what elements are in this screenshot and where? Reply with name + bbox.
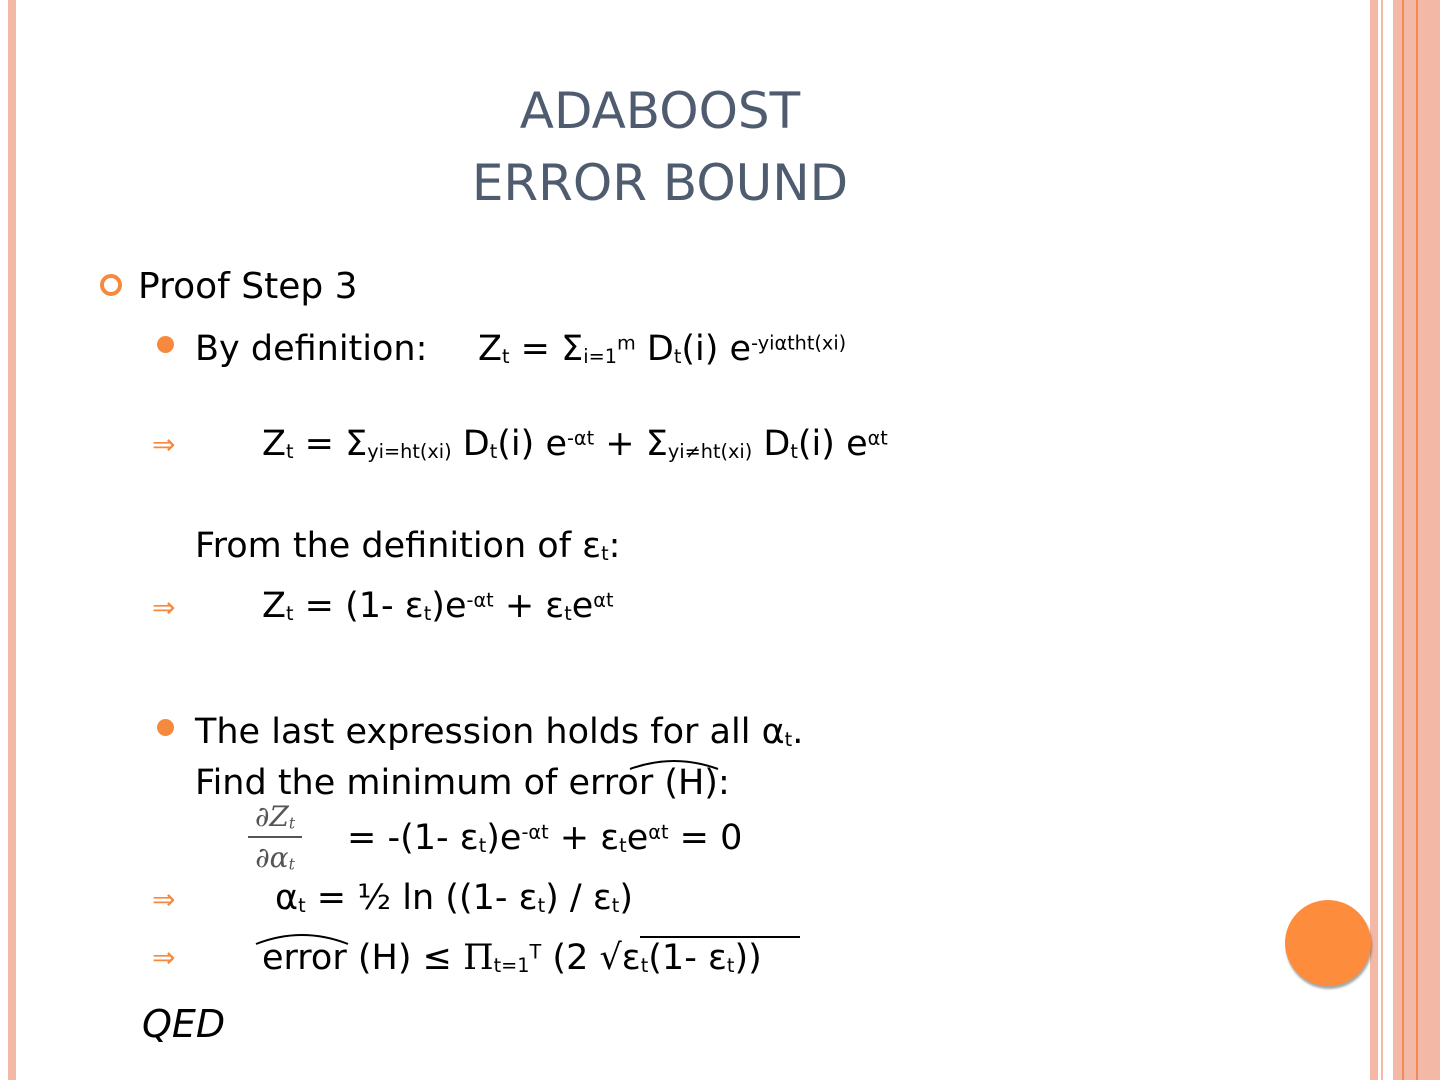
fraction-numerator: ∂Zt bbox=[254, 800, 296, 833]
fraction-bar bbox=[248, 836, 302, 838]
dot-bullet-icon bbox=[157, 719, 174, 736]
definition-formula: $Zt = \Sigma i=1^m$ Dt(i) $e^{-yi\alpha tht(xi)}$ bbox=[478, 329, 847, 369]
right-border-line bbox=[1402, 0, 1404, 1080]
slide-title-line1: ADABOOST bbox=[519, 82, 801, 140]
partial-derivative-fraction bbox=[248, 800, 302, 874]
definition-label: By definition: bbox=[195, 329, 428, 369]
implies-arrow-icon: ⇒ bbox=[152, 883, 176, 916]
alpha-formula: αt = ½ ln ((1- εt) / εt) bbox=[275, 878, 633, 918]
right-border-band bbox=[1370, 0, 1378, 1080]
implies-arrow-icon: ⇒ bbox=[152, 591, 176, 624]
right-border-band bbox=[1381, 0, 1383, 1080]
holds-for-all-text: The last expression holds for all αt. bbox=[195, 712, 804, 752]
error-bound-formula: error $(H) \le \Pi t=1^T$ (2 √εt(1- εt)) bbox=[262, 938, 762, 978]
proof-step-heading: Proof Step 3 bbox=[138, 266, 358, 307]
implies-arrow-icon: ⇒ bbox=[152, 428, 176, 461]
orange-circle-decoration bbox=[1285, 900, 1371, 986]
implies-arrow-icon: ⇒ bbox=[152, 941, 176, 974]
dot-bullet-icon bbox=[157, 336, 174, 353]
ring-bullet-icon bbox=[100, 274, 122, 296]
fraction-denominator: ∂αt bbox=[255, 841, 295, 874]
hat-accent-icon bbox=[628, 757, 720, 771]
right-border-line bbox=[1416, 0, 1418, 1080]
derivative-formula: = -(1- $\varepsilon t)e^{-\alpha t} + \varepsilon te^{\alpha t} = 0$ bbox=[347, 818, 743, 858]
z-epsilon-formula: Zt = (1- $\varepsilon t)e^{-\alpha t} + \varepsilon te^{\alpha t}$ bbox=[262, 586, 614, 626]
split-sum-formula: Zt = Σyi=ht(xi) Dt(i) $e^{-\alpha t} + \Sigma yi\ne ht(xi)$ Dt(i) $e^{\alpha t}$ bbox=[262, 424, 888, 464]
from-definition-text: From the definition of εt: bbox=[195, 526, 621, 566]
slide-title-line2: ERROR BOUND bbox=[471, 154, 849, 212]
find-minimum-text: Find the minimum of error (H): bbox=[195, 763, 730, 803]
qed-text: QED bbox=[142, 1002, 226, 1046]
left-border bbox=[8, 0, 16, 1080]
